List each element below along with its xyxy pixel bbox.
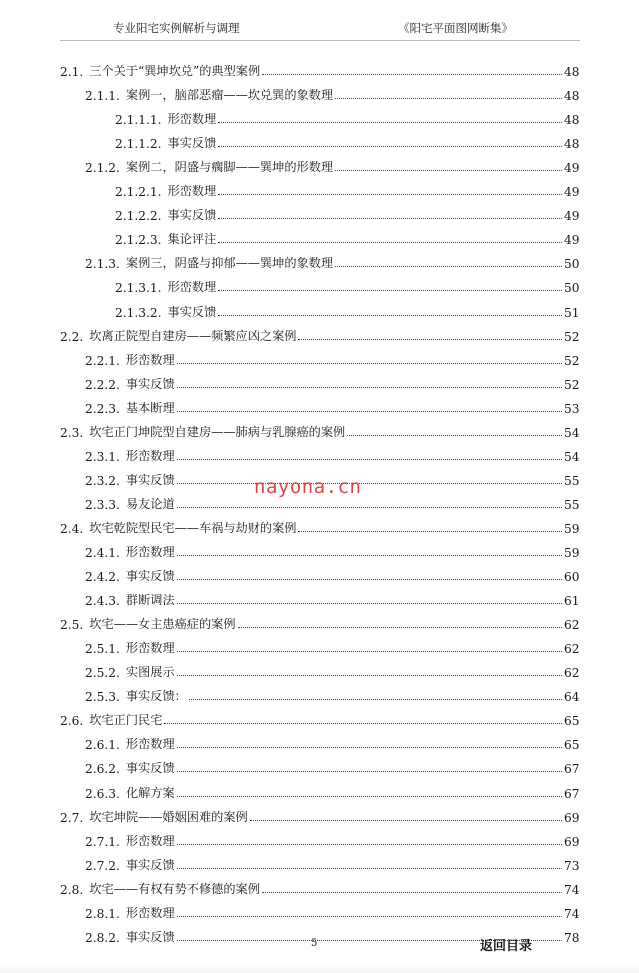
toc-dot-leader [177,483,562,484]
toc-entry-title: 事实反馈 [125,569,175,584]
toc-dot-leader [218,290,562,291]
toc-dot-leader [177,411,562,412]
toc-dot-leader [250,820,562,821]
toc-entry-title: 坎宅正门民宅 [89,713,163,728]
toc-dot-leader [177,603,562,604]
header-left-title: 专业阳宅实例解析与调理 [113,21,240,35]
toc-entry-title: 群断调法 [125,593,175,608]
toc-entry[interactable] [60,877,578,897]
header-divider [60,40,580,41]
toc-entry-title: 坎宅正门坤院型自建房——肺病与乳腺癌的案例 [89,424,346,439]
toc-entry[interactable] [115,275,578,295]
toc-entry-title: 坎宅——有权有势不修德的案例 [89,881,260,896]
toc-entry[interactable] [85,564,578,584]
toc-dot-leader [218,146,562,147]
toc-entry-title: 事实反馈 [125,472,175,487]
toc-entry[interactable] [85,732,578,752]
toc-entry[interactable] [115,227,578,247]
toc-dot-leader [298,531,562,532]
toc-entry-title: 形峦数理 [167,112,217,127]
toc-entry-page: 48 [564,137,580,152]
toc-entry-number: 2.5.1. [85,642,120,657]
page-number: 5 [311,938,318,949]
scan-edge [0,962,639,973]
toc-entry-page: 48 [564,113,580,128]
toc-entry[interactable] [85,660,578,680]
toc-dot-leader [177,771,562,772]
header-right-title: 《阳宅平面图网断集》 [398,21,513,35]
toc-entry-title: 事实反馈 [167,136,217,151]
toc-entry-number: 2.3. [60,425,84,440]
toc-entry-number: 2.2.2. [85,377,120,392]
toc-dot-leader [189,699,562,700]
toc-entry-page: 73 [564,858,580,873]
toc-entry-page: 48 [564,65,580,79]
toc-entry-page: 61 [564,594,580,609]
toc-entry-title: 事实反馈 [125,929,175,944]
toc-entry-page: 64 [564,690,580,705]
toc-dot-leader [177,387,562,388]
toc-dot-leader [335,98,562,99]
toc-entry-page: 49 [564,161,580,176]
toc-entry[interactable] [85,853,578,873]
toc-entry-number: 2.6.1. [85,738,120,753]
toc-entry[interactable] [115,179,578,199]
toc-dot-leader [177,844,562,845]
toc-entry-title: 事实反馈 [125,761,175,776]
toc-entry-title: 易友论道 [125,496,175,511]
toc-dot-leader [177,868,562,869]
toc-entry[interactable] [60,324,578,344]
toc-entry-title: 事实反馈： [125,689,187,704]
toc-entry[interactable] [115,203,578,223]
toc-entry[interactable] [85,781,578,801]
toc-entry-title: 形峦数理 [125,641,175,656]
toc-entry[interactable] [60,516,578,536]
toc-entry-page: 51 [564,305,580,320]
toc-entry-number: 2.1.2.2. [115,209,162,224]
toc-entry-page: 49 [564,233,580,248]
toc-entry[interactable] [85,251,578,271]
toc-entry-number: 2.3.1. [85,449,120,464]
toc-entry[interactable] [60,612,578,632]
toc-entry-number: 2.7.1. [85,834,120,849]
toc-entry-page: 65 [564,738,580,753]
toc-entry-page: 69 [564,834,580,849]
toc-entry[interactable] [85,636,578,656]
toc-entry[interactable] [85,396,578,416]
toc-entry-number: 2.6.3. [85,786,120,801]
toc-entry[interactable] [85,588,578,608]
toc-entry-title: 形峦数理 [125,737,175,752]
toc-entry-title: 集论评注 [167,232,217,247]
toc-entry-title: 坎宅坤院——婚姻困难的案例 [89,809,248,824]
toc-dot-leader [177,796,562,797]
toc-entry-page: 62 [564,618,580,633]
toc-entry-title: 事实反馈 [125,857,175,872]
toc-entry-page: 55 [564,473,580,488]
toc-dot-leader [238,627,562,628]
toc-entry-page: 67 [564,762,580,777]
toc-entry[interactable] [85,829,578,849]
toc-entry-number: 2.1.3.1. [115,281,162,296]
toc-entry-title: 案例二，阴盛与瘸脚——巽坤的形数理 [125,160,334,175]
toc-entry-title: 事实反馈 [167,208,217,223]
toc-entry-title: 形峦数理 [125,545,175,559]
toc-dot-leader [218,122,562,123]
toc-entry-title: 实图展示 [125,665,175,680]
toc-dot-leader [218,242,562,243]
toc-entry-title: 坎离正院型自建房——频繁应凶之案例 [89,328,297,343]
toc-dot-leader [177,363,562,364]
toc-entry[interactable] [60,420,578,440]
toc-entry[interactable] [85,901,578,921]
toc-entry-number: 2.1.2.1. [115,185,162,200]
toc-entry-page: 62 [564,666,580,681]
toc-entry[interactable] [85,348,578,368]
toc-dot-leader [177,675,562,676]
toc-entry-number: 2.1.1.1. [115,113,162,128]
toc-entry-number: 2.1.1. [85,89,120,104]
toc-entry-number: 2.7.2. [85,858,120,873]
toc-entry[interactable] [115,131,578,151]
toc-entry-page: 59 [564,546,580,560]
toc-entry-number: 2.1. [60,65,84,79]
toc-dot-leader [335,266,562,267]
toc-entry-page: 60 [564,570,580,585]
toc-entry-number: 2.4.1. [85,546,120,560]
toc-entry-page: 65 [564,714,580,729]
toc-entry-title: 事实反馈 [167,304,217,319]
toc-entry[interactable] [60,805,578,825]
toc-entry-number: 2.3.3. [85,497,120,512]
toc-entry-page: 50 [564,281,580,296]
toc-entry[interactable] [85,83,578,103]
toc-dot-leader [177,555,562,556]
toc-entry-number: 2.8.2. [85,930,120,945]
toc-entry-number: 2.2.1. [85,353,120,368]
toc-entry-number: 2.1.3. [85,257,120,272]
toc-entry-title: 坎宅——女主患癌症的案例 [89,617,236,632]
toc-entry-title: 形峦数理 [125,833,175,848]
toc-dot-leader [177,579,562,580]
toc-entry-page: 74 [564,906,580,921]
toc-entry-title: 形峦数理 [125,905,175,920]
toc-dot-leader [262,892,562,893]
toc-entry-number: 2.7. [60,810,84,825]
toc-dot-leader [177,747,562,748]
toc-entry-page: 52 [564,329,580,344]
toc-entry[interactable] [85,756,578,776]
toc-dot-leader [177,459,562,460]
toc-dot-leader [177,651,562,652]
toc-entry-title: 坎宅乾院型民宅——车祸与劫财的案例 [89,520,297,535]
toc-entry-title: 形峦数理 [125,448,175,463]
toc-dot-leader [218,218,562,219]
toc-entry-page: 54 [564,449,580,464]
toc-entry-title: 基本断理 [125,400,175,415]
toc-entry-page: 55 [564,497,580,512]
toc-entry-page: 52 [564,377,580,392]
toc-entry[interactable] [85,444,578,464]
toc-entry-number: 2.5. [60,618,84,633]
toc-entry-title: 形峦数理 [125,352,175,367]
toc-entry[interactable] [115,107,578,127]
toc-entry-number: 2.5.2. [85,666,120,681]
toc-dot-leader [298,339,562,340]
toc-entry-page: 67 [564,786,580,801]
toc-entry[interactable] [85,372,578,392]
toc-entry[interactable] [115,300,578,320]
toc-entry-number: 2.1.1.2. [115,137,162,152]
toc-dot-leader [262,74,562,75]
toc-entry[interactable] [60,708,578,728]
toc-entry-title: 案例一，脑部恶瘤——坎兑巽的象数理 [125,88,334,103]
toc-dot-leader [218,315,562,316]
toc-entry-title: 案例三，阴盛与抑郁——巽坤的象数理 [125,256,334,271]
toc-entry-number: 2.8.1. [85,906,120,921]
toc-entry[interactable] [85,540,578,560]
toc-entry-page: 49 [564,209,580,224]
toc-dot-leader [177,507,562,508]
toc-dot-leader [347,435,562,436]
toc-entry-title: 形峦数理 [167,184,217,199]
toc-entry-title: 化解方案 [125,785,175,800]
toc-entry-page: 54 [564,425,580,440]
toc-entry-number: 2.1.3.2. [115,305,162,320]
toc-entry-title: 事实反馈 [125,376,175,391]
toc-entry[interactable] [60,59,578,79]
toc-entry-number: 2.6.2. [85,762,120,777]
toc-dot-leader [218,194,562,195]
toc-entry-page: 52 [564,353,580,368]
toc-entry-number: 2.4.2. [85,570,120,585]
watermark: nayona.cn [254,476,362,498]
toc-entry-number: 2.4.3. [85,594,120,609]
toc-entry-number: 2.4. [60,521,84,536]
toc-entry-page: 62 [564,642,580,657]
toc-entry-page: 50 [564,257,580,272]
toc-entry-number: 2.2.3. [85,401,120,416]
toc-entry-page: 59 [564,521,580,536]
toc-entry-number: 2.2. [60,329,84,344]
toc-dot-leader [164,723,562,724]
toc-entry-page: 49 [564,185,580,200]
toc-dot-leader [335,170,562,171]
toc-dot-leader [177,916,562,917]
toc-entry-title: 三个关于“巽坤坎兑”的典型案例 [89,64,261,78]
toc-entry-number: 2.1.2. [85,161,120,176]
toc-entry[interactable] [85,684,578,704]
back-to-contents-link[interactable]: 返回目录 [480,939,533,954]
toc-entry-number: 2.6. [60,714,84,729]
toc-entry[interactable] [85,155,578,175]
toc-entry-page: 69 [564,810,580,825]
toc-entry-number: 2.3.2. [85,473,120,488]
toc-entry-number: 2.5.3. [85,690,120,705]
toc-entry-page: 74 [564,882,580,897]
toc-entry-page: 53 [564,401,580,416]
toc-entry-page: 48 [564,89,580,104]
toc-entry-number: 2.1.2.3. [115,233,162,248]
toc-entry-title: 形峦数理 [167,280,217,295]
toc-entry-page: 78 [564,930,580,945]
toc-entry-number: 2.8. [60,882,84,897]
